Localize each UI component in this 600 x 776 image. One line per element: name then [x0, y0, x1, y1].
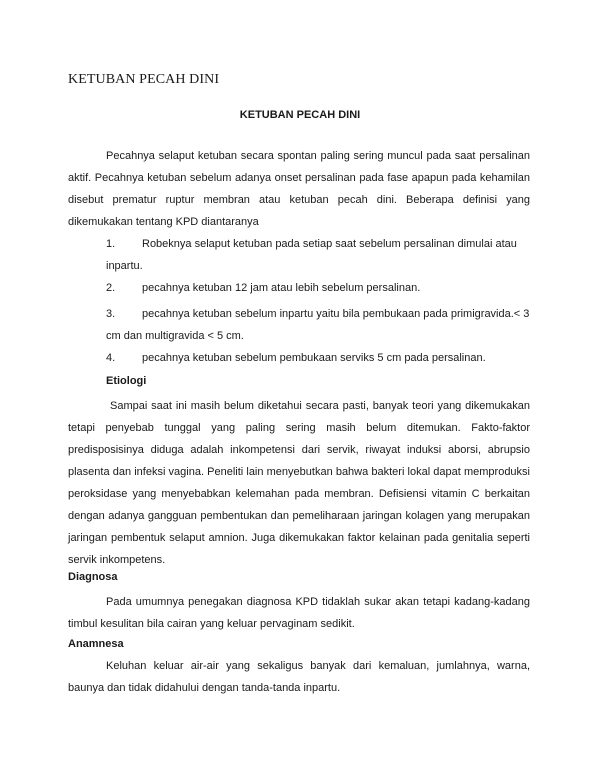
definition-item-2 [106, 277, 530, 299]
definition-number: 4. [106, 352, 116, 364]
definition-item-1 [106, 233, 530, 277]
anamnesa-paragraph: Keluhan keluar air-air yang sekaligus banyak dari kemaluan, jumlahnya, warna, baunya dan tidak didahului dengan tanda-tanda inpartu. [68, 660, 530, 694]
definition-text: pecahnya ketuban 12 jam atau lebih sebelum persalinan. [142, 282, 421, 294]
intro-paragraph: Pecahnya selaput ketuban secara spontan paling sering muncul pada saat persalinan aktif. Pecahnya ketuban sebelum adanya onset persalinan pada fase apapun pada kehamilan disebut prematur ruptur membran atau ketuban pecah dini. Beberapa definisi yang dikemukakan tentang KPD diantaranya [68, 150, 530, 228]
document-title: KETUBAN PECAH DINI [68, 72, 220, 87]
etiologi-text: Sampai saat ini masih belum diketahui secara pasti, banyak teori yang dikemukakan tetapi penyebab tunggal yang paling sering masih belum ditemukan. Fakto-faktor predisposisinya diduga adalah inkompetensi dari servik, riwayat induksi aborsi, abrupsio plasenta dan infeksi vagina. Peneliti lain menyebutkan bahwa bakteri lokal dapat memproduksi peroksidase yang menyebabkan kelemahan pada membran. Defisiensi vitamin C berkaitan dengan adanya gangguan pembentukan dan pemeliharaan jaringan kolagen yang merupakan jaringan pembentuk selaput amnion. Juga dikemukakan faktor kelainan pada genitalia seperti servik inkompetens. [68, 400, 530, 566]
definition-item-3 [106, 303, 530, 347]
diagnosa-paragraph: Pada umumnya penegakan diagnosa KPD tidaklah sukar akan tetapi kadang-kadang timbul kesulitan bila cairan yang keluar pervaginam sedikit. [68, 596, 530, 630]
definition-item-4 [106, 347, 530, 369]
etiologi-heading: Etiologi [106, 375, 147, 387]
definition-text: pecahnya ketuban sebelum pembukaan serviks 5 cm pada persalinan. [142, 352, 486, 364]
section-title: KETUBAN PECAH DINI [239, 109, 361, 121]
definition-text: pecahnya ketuban sebelum inpartu yaitu bila pembukaan pada primigravida.< 3 cm dan multigravida < 5 cm. [106, 308, 530, 342]
anamnesa-heading: Anamnesa [68, 638, 124, 650]
diagnosa-heading: Diagnosa [68, 571, 118, 583]
definition-text: Robeknya selaput ketuban pada setiap saat sebelum persalinan dimulai atau inpartu. [106, 238, 517, 272]
definition-number: 3. [106, 308, 116, 320]
definition-number: 2. [106, 282, 116, 294]
etiologi-paragraph [68, 395, 530, 571]
definition-number: 1. [106, 238, 116, 250]
